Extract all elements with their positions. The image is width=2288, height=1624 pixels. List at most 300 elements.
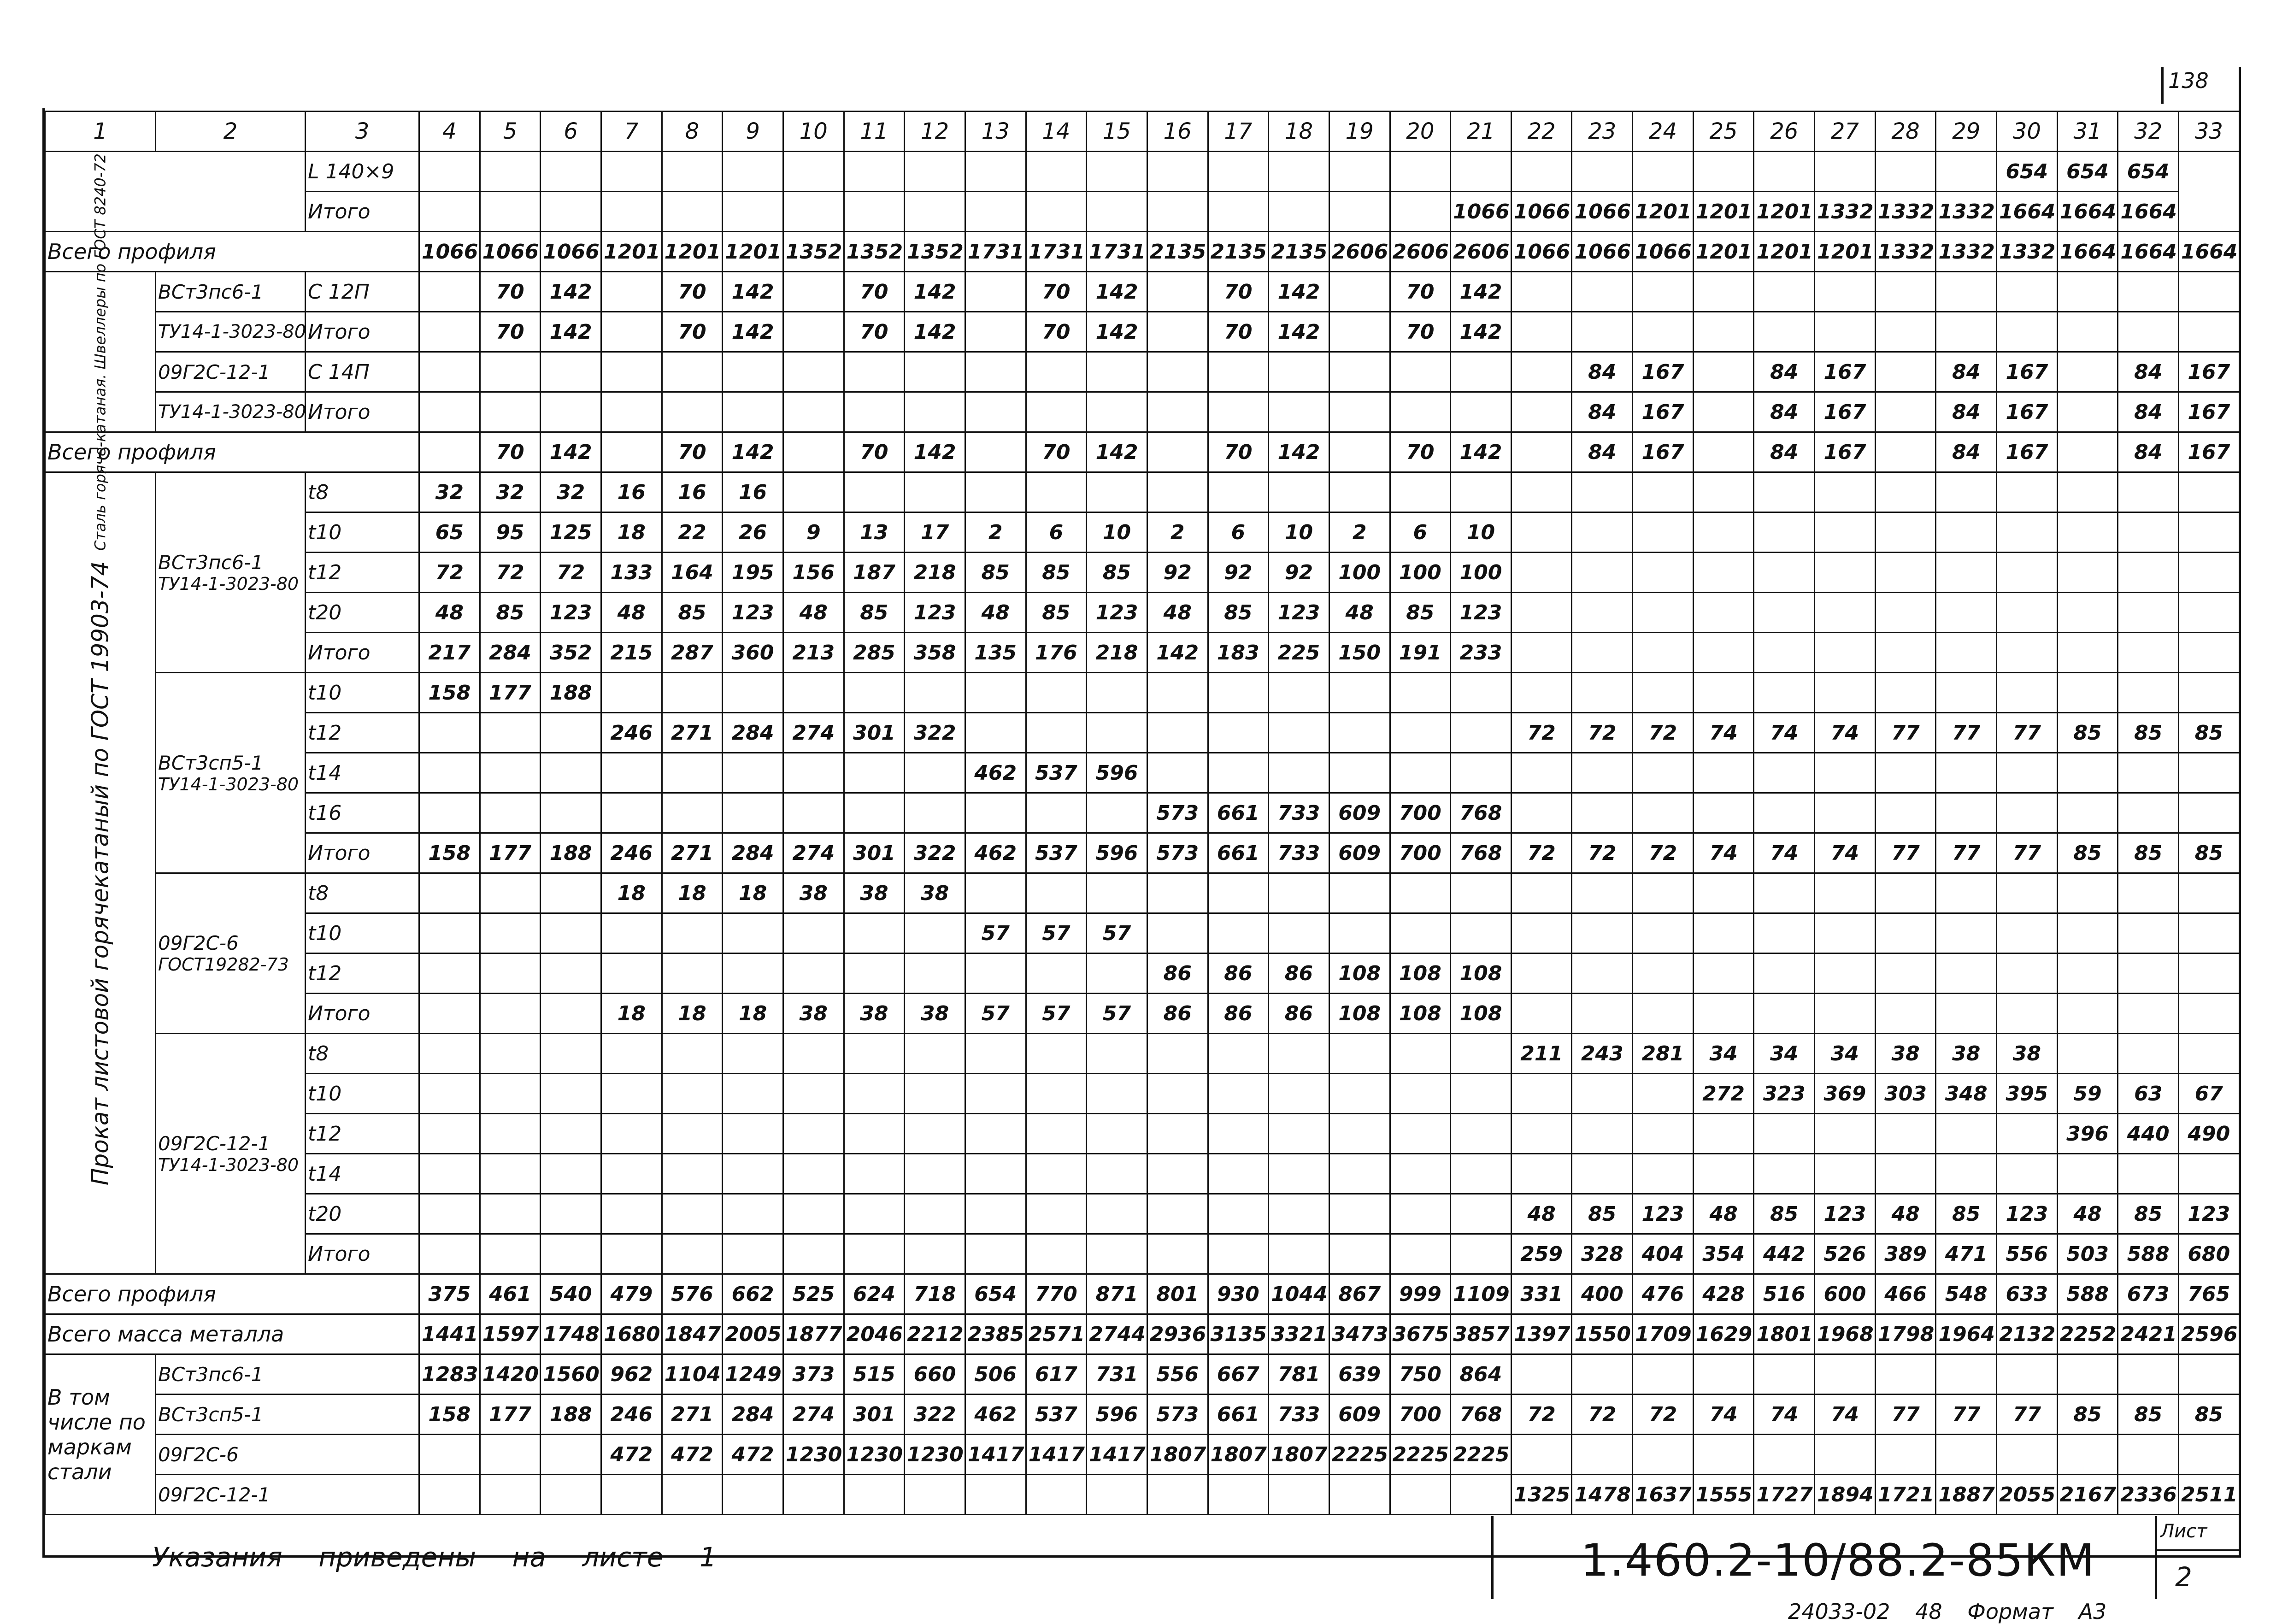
value-cell: 633 (1997, 1274, 2058, 1314)
value-cell (601, 152, 662, 192)
value-cell (419, 753, 480, 793)
header-cell: 9 (723, 112, 783, 152)
value-cell (480, 713, 541, 753)
value-cell (1511, 352, 1572, 392)
value-cell (2118, 913, 2179, 953)
value-cell: 85 (480, 593, 541, 633)
value-cell: 177 (480, 833, 541, 873)
value-cell: 211 (1511, 1034, 1572, 1074)
value-cell (480, 1034, 541, 1074)
value-cell: 479 (601, 1274, 662, 1314)
value-cell: 84 (1936, 392, 1997, 432)
value-cell (1147, 352, 1208, 392)
value-cell: 72 (419, 553, 480, 593)
size-cell: t14 (306, 753, 419, 793)
value-cell (1936, 913, 1997, 953)
value-cell: 2167 (2057, 1475, 2118, 1515)
value-cell (1936, 753, 1997, 793)
value-cell: 768 (1451, 1395, 1512, 1435)
bottom-stamp: 24033-02 48 Формат А3 (1788, 1599, 2107, 1624)
value-cell: 18 (601, 512, 662, 553)
value-cell (1693, 673, 1754, 713)
value-cell: 328 (1572, 1234, 1633, 1274)
header-cell: 18 (1269, 112, 1329, 152)
value-cell (1572, 1154, 1633, 1194)
value-cell: 1332 (1936, 232, 1997, 272)
value-cell: 108 (1451, 994, 1512, 1034)
grade-cell: 09Г2С-12-1 (156, 1475, 419, 1515)
value-cell (1936, 793, 1997, 833)
value-cell (1754, 272, 1815, 312)
value-cell (1815, 913, 1876, 953)
sheet-row (45, 1034, 2240, 1074)
value-cell (723, 673, 783, 713)
sheet-tag-divider (2161, 67, 2164, 104)
value-cell: 77 (1936, 833, 1997, 873)
value-cell (1997, 793, 2058, 833)
value-cell: 34 (1754, 1034, 1815, 1074)
value-cell: 718 (905, 1274, 965, 1314)
value-cell: 167 (2179, 352, 2240, 392)
tu-cell: ТУ14-1-3023-80 (156, 392, 306, 432)
value-cell: 1201 (1693, 232, 1754, 272)
value-cell: 573 (1147, 833, 1208, 873)
value-cell: 271 (662, 713, 723, 753)
value-cell: 1332 (1997, 232, 2058, 272)
value-cell (541, 1034, 601, 1074)
grade-tu: ТУ14-1-3023-80 (158, 573, 299, 594)
value-cell (2057, 1354, 2118, 1395)
header-cell: 12 (905, 112, 965, 152)
value-cell: 142 (541, 272, 601, 312)
value-cell: 1332 (1875, 192, 1936, 232)
value-cell: 654 (1997, 152, 2058, 192)
value-cell: 167 (1633, 432, 1694, 472)
total-profile-label: Всего профиля (45, 232, 419, 272)
value-cell: 654 (2057, 152, 2118, 192)
value-cell: 225 (1269, 633, 1329, 673)
value-cell (783, 472, 844, 512)
value-cell (965, 1114, 1026, 1154)
value-cell (1936, 272, 1997, 312)
size-cell: t10 (306, 1074, 419, 1114)
value-cell: 700 (1390, 1395, 1451, 1435)
value-cell (1511, 272, 1572, 312)
value-cell: 1964 (1936, 1314, 1997, 1354)
value-cell (541, 994, 601, 1034)
value-cell (1269, 1154, 1329, 1194)
grade-tu: ТУ14-1-3023-80 (158, 774, 299, 794)
value-cell (1026, 152, 1087, 192)
value-cell (723, 753, 783, 793)
value-cell: 57 (1087, 994, 1147, 1034)
value-cell: 123 (1815, 1194, 1876, 1234)
value-cell (2118, 994, 2179, 1034)
value-cell (2118, 1354, 2179, 1395)
value-cell (1329, 713, 1390, 753)
value-cell (541, 1435, 601, 1475)
value-cell (1815, 873, 1876, 913)
value-cell (1390, 913, 1451, 953)
value-cell (662, 1234, 723, 1274)
value-cell: 731 (1087, 1354, 1147, 1395)
value-cell (1269, 873, 1329, 913)
value-cell: 1352 (783, 232, 844, 272)
value-cell: 1201 (1633, 192, 1694, 232)
header-cell: 5 (480, 112, 541, 152)
value-cell (1451, 873, 1512, 913)
value-cell (905, 673, 965, 713)
value-cell (783, 1194, 844, 1234)
value-cell (1451, 1154, 1512, 1194)
value-cell: 77 (1997, 1395, 2058, 1435)
value-cell: 506 (965, 1354, 1026, 1395)
value-cell (1693, 553, 1754, 593)
value-cell (1147, 1074, 1208, 1114)
value-cell (1511, 152, 1572, 192)
value-cell: 322 (905, 1395, 965, 1435)
value-cell: 123 (1451, 593, 1512, 633)
value-cell (1026, 793, 1087, 833)
value-cell (2057, 753, 2118, 793)
value-cell (1511, 432, 1572, 472)
value-cell (1754, 633, 1815, 673)
grade-cell: 09Г2С-12-1 (156, 352, 306, 392)
value-cell: 2421 (2118, 1314, 2179, 1354)
value-cell: 177 (480, 1395, 541, 1435)
value-cell: 1332 (1875, 232, 1936, 272)
value-cell (783, 392, 844, 432)
value-cell (419, 1074, 480, 1114)
value-cell (783, 152, 844, 192)
sheet-row (45, 833, 2240, 873)
value-cell: 48 (2057, 1194, 2118, 1234)
value-cell: 1478 (1572, 1475, 1633, 1515)
value-cell: 2606 (1451, 232, 1512, 272)
value-cell (1875, 593, 1936, 633)
value-cell: 2511 (2179, 1475, 2240, 1515)
value-cell (1875, 793, 1936, 833)
value-cell: 38 (905, 994, 965, 1034)
value-cell: 1104 (662, 1354, 723, 1395)
value-cell (1511, 633, 1572, 673)
size-cell: t12 (306, 553, 419, 593)
value-cell (662, 152, 723, 192)
value-cell (1815, 953, 1876, 994)
value-cell (1147, 753, 1208, 793)
value-cell: 2135 (1208, 232, 1269, 272)
value-cell: 70 (844, 312, 905, 352)
value-cell (1572, 994, 1633, 1034)
value-cell: 661 (1208, 833, 1269, 873)
value-cell (1147, 1234, 1208, 1274)
value-cell: 48 (1875, 1194, 1936, 1234)
value-cell (601, 392, 662, 432)
value-cell (1936, 1435, 1997, 1475)
value-cell: 77 (1875, 1395, 1936, 1435)
value-cell: 272 (1693, 1074, 1754, 1114)
header-cell: 16 (1147, 112, 1208, 152)
value-cell: 85 (2179, 833, 2240, 873)
value-cell: 74 (1754, 833, 1815, 873)
value-cell (1147, 192, 1208, 232)
value-cell: 1230 (783, 1435, 844, 1475)
value-cell: 1420 (480, 1354, 541, 1395)
value-cell (1633, 633, 1694, 673)
value-cell (1511, 994, 1572, 1034)
value-cell: 72 (1572, 1395, 1633, 1435)
sheet-row (45, 913, 2240, 953)
value-cell (723, 192, 783, 232)
value-cell (1815, 472, 1876, 512)
value-cell (1329, 152, 1390, 192)
grade-cell: ВСт3пс6-1 (156, 1354, 419, 1395)
value-cell (1997, 1154, 2058, 1194)
by-grade-row (45, 1395, 2240, 1435)
value-cell (1572, 1114, 1633, 1154)
value-cell (1754, 152, 1815, 192)
size-cell: Итого (306, 833, 419, 873)
value-cell: 100 (1451, 553, 1512, 593)
value-cell: 72 (541, 553, 601, 593)
size-cell: Итого (306, 633, 419, 673)
value-cell: 217 (419, 633, 480, 673)
value-cell (905, 352, 965, 392)
value-cell (1329, 1074, 1390, 1114)
value-cell (965, 1034, 1026, 1074)
value-cell: 84 (1754, 392, 1815, 432)
value-cell (1511, 1435, 1572, 1475)
value-cell: 1731 (1026, 232, 1087, 272)
value-cell (1754, 512, 1815, 553)
value-cell (1754, 593, 1815, 633)
value-cell: 2 (965, 512, 1026, 553)
value-cell: 537 (1026, 753, 1087, 793)
value-cell (2179, 1435, 2240, 1475)
value-cell (601, 753, 662, 793)
value-cell: 1066 (480, 232, 541, 272)
value-cell (480, 392, 541, 432)
value-cell (2057, 392, 2118, 432)
value-cell (1997, 953, 2058, 994)
header-cell: 28 (1875, 112, 1936, 152)
value-cell (965, 1194, 1026, 1234)
value-cell (1208, 713, 1269, 753)
value-cell (2118, 753, 2179, 793)
value-cell (905, 1194, 965, 1234)
value-cell: 396 (2057, 1114, 2118, 1154)
value-cell (601, 1114, 662, 1154)
value-cell: 1201 (723, 232, 783, 272)
value-cell (1087, 673, 1147, 713)
value-cell: 38 (1875, 1034, 1936, 1074)
value-cell (2118, 873, 2179, 913)
value-cell (1511, 512, 1572, 553)
size-cell: t12 (306, 1114, 419, 1154)
value-cell (1026, 673, 1087, 713)
value-cell (723, 1194, 783, 1234)
value-cell (1875, 272, 1936, 312)
value-cell (905, 392, 965, 432)
value-cell (1875, 553, 1936, 593)
value-cell (723, 1074, 783, 1114)
value-cell: 187 (844, 553, 905, 593)
value-cell: 38 (1997, 1034, 2058, 1074)
value-cell: 77 (1936, 1395, 1997, 1435)
total-profile-label: Всего профиля (45, 1274, 419, 1314)
value-cell (2057, 312, 2118, 352)
value-cell (1754, 1114, 1815, 1154)
value-cell: 2252 (2057, 1314, 2118, 1354)
value-cell (1875, 392, 1936, 432)
sheet-row (45, 1154, 2240, 1194)
value-cell (1147, 913, 1208, 953)
value-cell (1087, 152, 1147, 192)
value-cell: 588 (2057, 1274, 2118, 1314)
specification-table (44, 111, 2240, 1515)
value-cell (1451, 1074, 1512, 1114)
value-cell: 100 (1329, 553, 1390, 593)
value-cell: 85 (2057, 1395, 2118, 1435)
value-cell (1572, 312, 1633, 352)
value-cell: 142 (1087, 272, 1147, 312)
value-cell: 537 (1026, 1395, 1087, 1435)
value-cell: 74 (1815, 1395, 1876, 1435)
value-cell: 48 (1511, 1194, 1572, 1234)
value-cell: 142 (541, 432, 601, 472)
value-cell (1633, 1154, 1694, 1194)
value-cell (1329, 1234, 1390, 1274)
grade-tu: ГОСТ19282-73 (158, 954, 289, 975)
value-cell (783, 1074, 844, 1114)
value-cell (662, 1475, 723, 1515)
value-cell: 86 (1208, 953, 1269, 994)
value-cell (1572, 673, 1633, 713)
value-cell (1208, 192, 1269, 232)
total-label-cell: Итого (306, 312, 419, 352)
sheet-row (45, 673, 2240, 713)
value-cell: 1201 (1693, 192, 1754, 232)
value-cell: 1066 (1572, 192, 1633, 232)
value-cell (1147, 1114, 1208, 1154)
value-cell (1208, 1114, 1269, 1154)
value-cell: 92 (1269, 553, 1329, 593)
value-cell (480, 994, 541, 1034)
value-cell: 962 (601, 1354, 662, 1395)
value-cell (541, 873, 601, 913)
value-cell (1997, 472, 2058, 512)
value-cell: 18 (601, 873, 662, 913)
value-cell (844, 1114, 905, 1154)
value-cell: 142 (1269, 312, 1329, 352)
value-cell (1936, 512, 1997, 553)
value-cell: 472 (723, 1435, 783, 1475)
value-cell: 596 (1087, 753, 1147, 793)
value-cell (1875, 913, 1936, 953)
value-cell (723, 953, 783, 994)
value-cell (541, 352, 601, 392)
value-cell (2057, 1154, 2118, 1194)
value-cell (1633, 593, 1694, 633)
value-cell: 135 (965, 633, 1026, 673)
value-cell: 34 (1815, 1034, 1876, 1074)
angle-total-row (45, 192, 2240, 232)
value-cell (723, 152, 783, 192)
value-cell: 167 (1633, 352, 1694, 392)
value-cell (480, 753, 541, 793)
value-cell: 440 (2118, 1114, 2179, 1154)
value-cell: 596 (1087, 833, 1147, 873)
value-cell (1451, 152, 1512, 192)
value-cell (1269, 392, 1329, 432)
value-cell: 84 (1572, 352, 1633, 392)
value-cell: 142 (905, 272, 965, 312)
value-cell: 142 (905, 432, 965, 472)
value-cell: 125 (541, 512, 601, 553)
value-cell: 123 (1997, 1194, 2058, 1234)
value-cell: 70 (480, 312, 541, 352)
value-cell: 1066 (419, 232, 480, 272)
angle-row (45, 152, 2240, 192)
value-cell (1633, 272, 1694, 312)
value-cell (1693, 953, 1754, 994)
value-cell (1269, 352, 1329, 392)
value-cell (1633, 793, 1694, 833)
value-cell (480, 1154, 541, 1194)
value-cell (1511, 953, 1572, 994)
value-cell: 322 (905, 833, 965, 873)
grade-cell: ВСт3сп5-1 (156, 1395, 419, 1435)
value-cell (1511, 753, 1572, 793)
value-cell (905, 753, 965, 793)
value-cell: 72 (1511, 833, 1572, 873)
sheet-row (45, 994, 2240, 1034)
header-cell: 6 (541, 112, 601, 152)
value-cell: 1731 (965, 232, 1026, 272)
value-cell: 72 (1633, 833, 1694, 873)
value-cell: 1201 (662, 232, 723, 272)
value-cell: 72 (1572, 833, 1633, 873)
value-cell (1087, 1034, 1147, 1074)
value-cell (419, 913, 480, 953)
value-cell (419, 312, 480, 352)
value-cell: 2135 (1147, 232, 1208, 272)
value-cell (2179, 753, 2240, 793)
value-cell: 2596 (2179, 1314, 2240, 1354)
value-cell: 142 (1087, 312, 1147, 352)
value-cell: 85 (2057, 833, 2118, 873)
value-cell: 1894 (1815, 1475, 1876, 1515)
value-cell (1754, 472, 1815, 512)
value-cell: 667 (1208, 1354, 1269, 1395)
value-cell (1269, 1475, 1329, 1515)
value-cell: 142 (1147, 633, 1208, 673)
value-cell: 142 (1451, 272, 1512, 312)
value-cell: 1664 (2057, 192, 2118, 232)
value-cell (1026, 192, 1087, 232)
value-cell (1572, 633, 1633, 673)
value-cell: 2005 (723, 1314, 783, 1354)
value-cell: 86 (1208, 994, 1269, 1034)
value-cell: 84 (2118, 392, 2179, 432)
value-cell (1997, 1114, 2058, 1154)
value-cell (1026, 1074, 1087, 1114)
value-cell: 6 (1390, 512, 1451, 553)
header-cell: 23 (1572, 112, 1633, 152)
value-cell: 733 (1269, 833, 1329, 873)
total-label-cell: Итого (306, 192, 419, 232)
value-cell (480, 793, 541, 833)
